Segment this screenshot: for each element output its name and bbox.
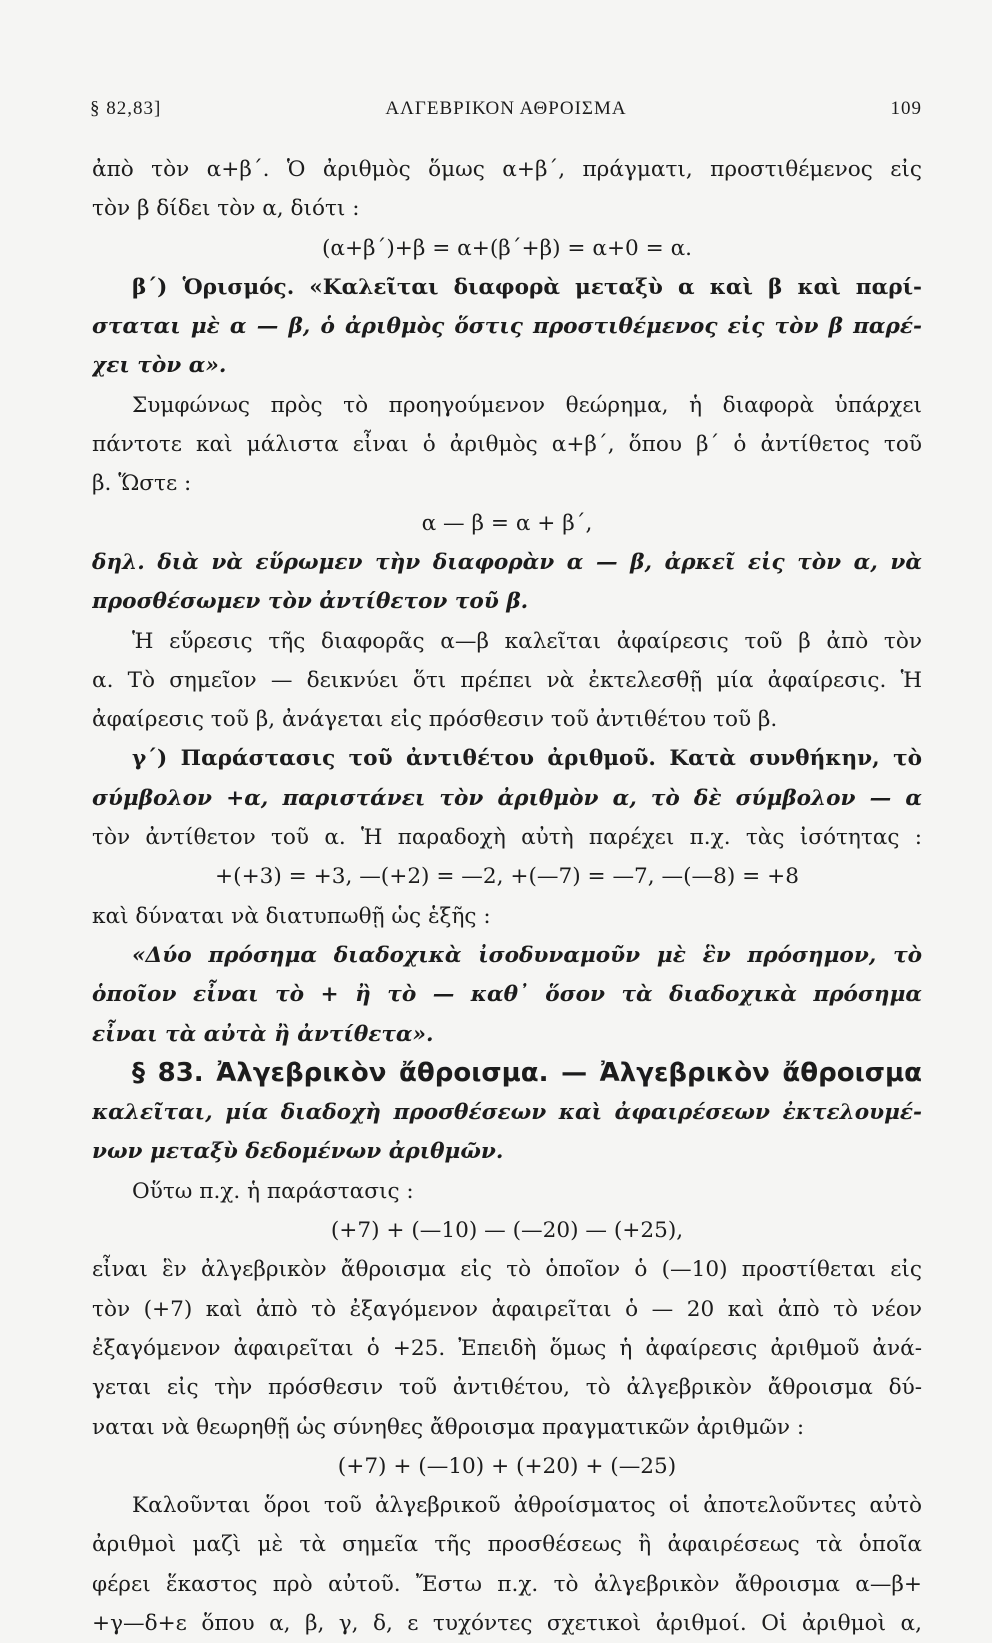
definition-line: χει τὸν α». [92,353,227,379]
text-line: δηλ. διὰ νὰ εὕρωμεν τὴν διαφορὰν α — β, ἀρκεῖ εἰς τὸν α, νὰ [92,549,922,575]
equation-line: α — β = α + β΄, [421,510,593,536]
text-line: τὸν ἀντίθετον τοῦ α. Ἡ παραδοχὴ αὐτὴ παρέχει π.χ. τὰς ἰσότητας : [92,825,922,851]
page-header-title: ΑΛΓΕΒΡΙΚΟΝ ΑΘΡΟΙΣΜΑ [385,98,627,119]
text-line: +γ—δ+ε ὅπου α, β, γ, δ, ε τυχόντες σχετικοὶ ἀριθμοί. Οἱ ἀριθμοὶ α, [92,1610,922,1636]
subheading-line: γ΄) Παράστασις τοῦ ἀντιθέτου ἀριθμοῦ. Κατὰ συνθήκην, τὸ [132,746,922,772]
text-line: ἐξαγόμενον ἀφαιρεῖται ὁ +25. Ἐπειδὴ ὅμως ἡ ἀφαίρεσις ἀριθμοῦ ἀνά- [92,1335,922,1361]
text-line: Οὕτω π.χ. ἡ παράστασις : [132,1178,414,1204]
text-line: πάντοτε καὶ μάλιστα εἶναι ὁ ἀριθμὸς α+β΄, ὅπου β΄ ὁ ἀντίθετος τοῦ [92,432,922,458]
text-line: φέρει ἕκαστος πρὸ αὐτοῦ. Ἔστω π.χ. τὸ ἀλγεβρικὸν ἄθροισμα α—β+ [92,1571,922,1597]
definition-line: καλεῖται, μία διαδοχὴ προσθέσεων καὶ ἀφαιρέσεων ἐκτελουμέ- [92,1100,922,1126]
definition-line: β΄) Ὁρισμός. «Καλεῖται διαφορὰ μεταξὺ α καὶ β καὶ παρί- [132,274,922,300]
section-reference: § 82,83] [90,98,162,119]
text-line: ἀπὸ τὸν α+β΄. Ὁ ἀριθμὸς ὅμως α+β΄, πράγματι, προστιθέμενος εἰς [92,157,922,182]
text-line: τὸν β δίδει τὸν α, διότι : [92,196,360,222]
text-line: τὸν (+7) καὶ ἀπὸ τὸ ἐξαγόμενον ἀφαιρεῖται ὁ — 20 καὶ ἀπὸ τὸ νέον [92,1296,922,1322]
running-header [90,98,922,128]
text-line: προσθέσωμεν τὸν ἀντίθετον τοῦ β. [92,589,529,615]
equation-line: (+7) + (—10) + (+20) + (—25) [337,1453,677,1479]
equation-line: (α+β΄)+β = α+(β΄+β) = α+0 = α. [321,235,693,261]
text-line: ἀριθμοὶ μαζὶ μὲ τὰ σημεῖα τῆς προσθέσεως ἢ ἀφαιρέσεως τὰ ὁποῖα [92,1532,922,1558]
text-line: β. Ὥστε : [92,471,192,497]
definition-line: σταται μὲ α — β, ὁ ἀριθμὸς ὅστις προστιθέμενος εἰς τὸν β παρέ- [92,314,922,340]
page-body [92,150,922,1643]
rule-line: «Δύο πρόσημα διαδοχικὰ ἰσοδυναμοῦν μὲ ἓν πρόσημον, τὸ [132,942,922,968]
rule-line: ὁποῖον εἶναι τὸ + ἢ τὸ — καθ᾽ ὅσον τὰ διαδοχικὰ πρόσημα [92,982,922,1008]
text-line: ἀφαίρεσις τοῦ β, ἀνάγεται εἰς πρόσθεσιν τοῦ ἀντιθέτου τοῦ β. [92,707,778,733]
text-line: καὶ δύναται νὰ διατυπωθῇ ὡς ἑξῆς : [92,903,491,929]
text-line: εἶναι ἓν ἀλγεβρικὸν ἄθροισμα εἰς τὸ ὁποῖον ὁ (—10) προστίθεται εἰς [92,1257,922,1283]
equation-line: (+7) + (—10) — (—20) — (+25), [330,1218,684,1244]
page-number: 109 [890,98,922,119]
text-line: α. Τὸ σημεῖον — δεικνύει ὅτι πρέπει νὰ ἐκτελεσθῇ μία ἀφαίρεσις. Ἡ [92,667,922,693]
text-line: Ἡ εὕρεσις τῆς διαφορᾶς α—β καλεῖται ἀφαίρεσις τοῦ β ἀπὸ τὸν [132,628,922,654]
text-line: σύμβολον +α, παριστάνει τὸν ἀριθμὸν α, τὸ δὲ σύμβολον — α [92,785,922,811]
text-line: γεται εἰς τὴν πρόσθεσιν τοῦ ἀντιθέτου, τὸ ἀλγεβρικὸν ἄθροισμα δύ- [92,1375,922,1401]
rule-line: εἶναι τὰ αὐτὰ ἢ ἀντίθετα». [92,1021,434,1047]
text-line: Συμφώνως πρὸς τὸ προηγούμενον θεώρημα, ἡ διαφορὰ ὑπάρχει [132,392,922,418]
equation-line: +(+3) = +3, —(+2) = —2, +(—7) = —7, —(—8) = +8 [215,864,799,890]
text-line: ναται νὰ θεωρηθῇ ὡς σύνηθες ἄθροισμα πραγματικῶν ἀριθμῶν : [92,1414,805,1440]
section-heading: § 83. Ἀλγεβρικὸν ἄθροισμα. — Ἀλγεβρικὸν ἄθροισμα [132,1057,922,1088]
definition-line: νων μεταξὺ δεδομένων ἀριθμῶν. [92,1139,504,1165]
text-line: Καλοῦνται ὅροι τοῦ ἀλγεβρικοῦ ἀθροίσματος οἱ ἀποτελοῦντες αὐτὸ [132,1493,922,1519]
